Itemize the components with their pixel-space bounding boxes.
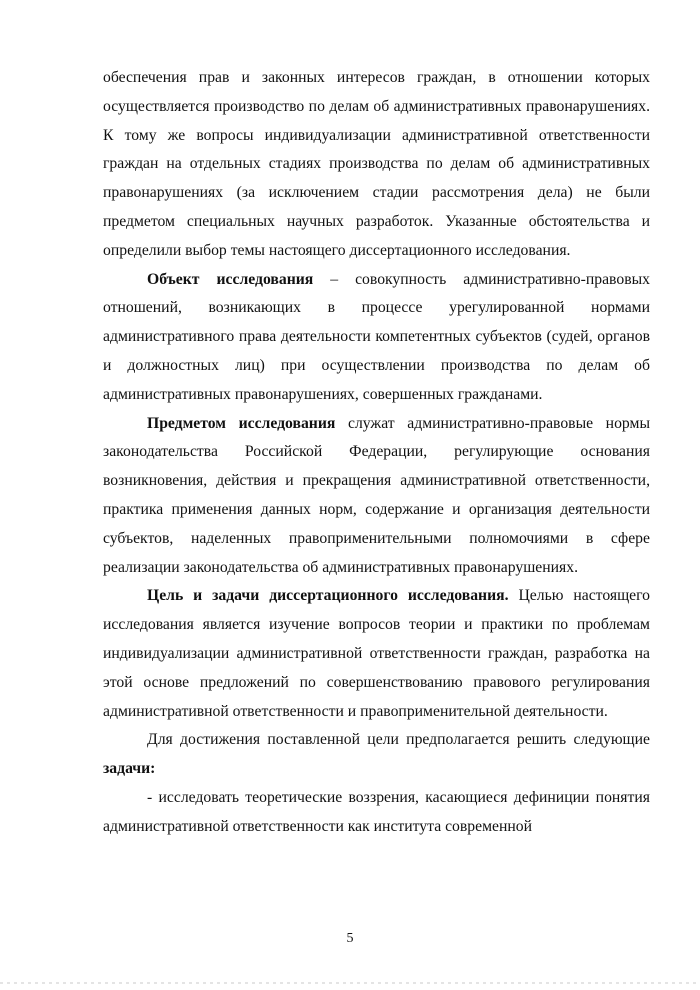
paragraph-text: - исследовать теоретические воззрения, касающиеся дефиниции понятия административной ответственности как института современной: [103, 788, 650, 835]
paragraph-research-goal: [103, 582, 650, 726]
paragraph-research-subject: [103, 410, 650, 583]
scan-edge-divider: [0, 982, 700, 984]
paragraph-tasks-intro: [103, 726, 650, 784]
paragraph-heading: Цель и задачи диссертационного исследования.: [147, 587, 509, 605]
tasks-heading: задачи:: [103, 760, 156, 778]
paragraph-task-item: [103, 784, 650, 842]
paragraph-intro-continuation: [103, 64, 650, 266]
paragraph-text: – совокупность административно-правовых отношений, возникающих в процессе урегулированной нормами административного права деятельности компетентных субъектов (судей, органов и должностных лиц) при осуществлении производства по делам об административных правонарушениях, совершенных гражданами.: [103, 270, 650, 403]
paragraph-heading: Объект исследования: [147, 270, 314, 288]
paragraph-text: Для достижения поставленной цели предполагается решить следующие: [147, 731, 650, 749]
paragraph-heading: Предметом исследования: [147, 414, 336, 432]
paragraph-text: обеспечения прав и законных интересов граждан, в отношении которых осуществляется производство по делам об административных правонарушениях. К тому же вопросы индивидуализации административной ответственности граждан на отдельных стадиях производства по делам об административных правонарушениях (за исключением стадии рассмотрения дела) не были предметом специальных научных разработок. Указанные обстоятельства и определили выбор темы настоящего диссертационного исследования.: [103, 69, 650, 259]
paragraph-research-object: [103, 266, 650, 410]
paragraph-text: служат административно-правовые нормы законодательства Российской Федерации, регулирующие основания возникновения, действия и прекращения административной ответственности, практика применения данных норм, содержание и организация деятельности субъектов, наделенных правоприменительными полномочиями в сфере реализации законодательства об административных правонарушениях.: [103, 414, 650, 576]
page-number: 5: [346, 931, 354, 946]
document-page: [103, 64, 650, 842]
paragraph-text: Целью настоящего исследования является изучение вопросов теории и практики по проблемам индивидуализации административной ответственности граждан, разработка на этой основе предложений по совершенствованию правового регулирования административной ответственности и правоприменительной деятельности.: [103, 587, 651, 720]
